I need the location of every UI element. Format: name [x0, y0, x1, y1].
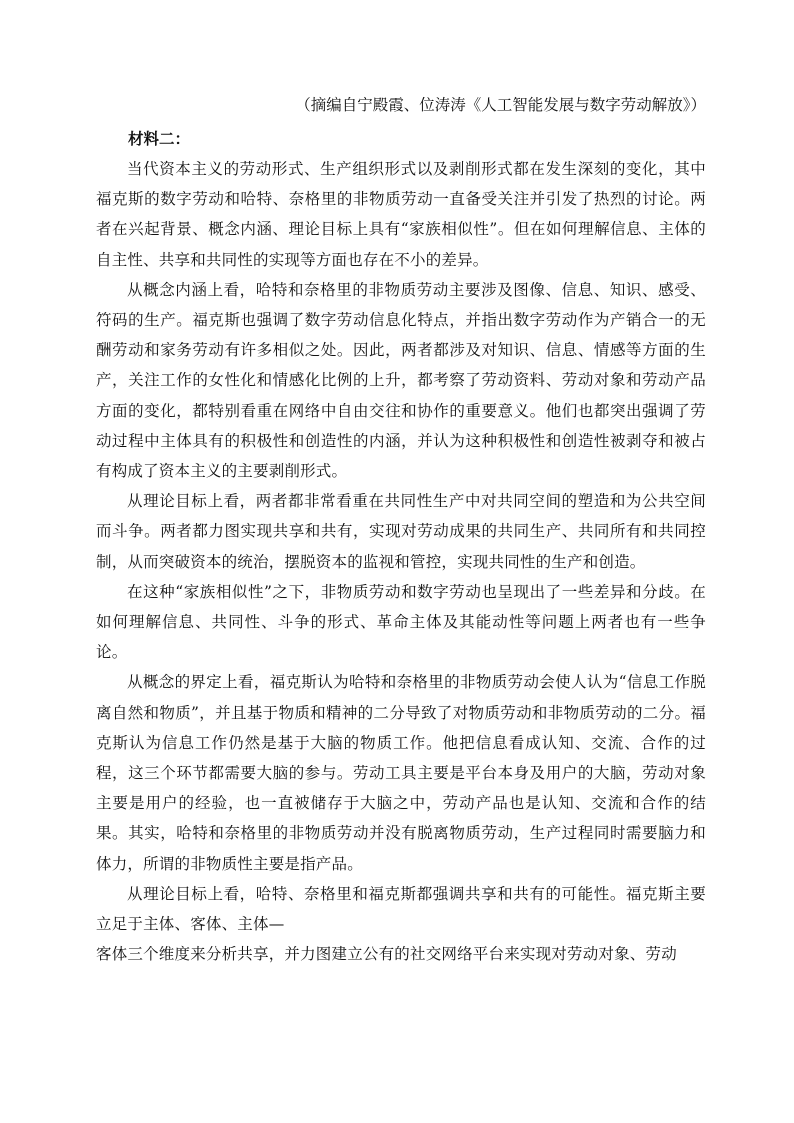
paragraph: 从概念内涵上看，哈特和奈格里的非物质劳动主要涉及图像、信息、知识、感受、符码的生产。福克斯也强调了数字劳动信息化特点，并指出数字劳动作为产销合一的无酬劳动和家务劳动有许多相似之处。因此，两者都涉及对知识、信息、情感等方面的生产，关注工作的女性化和情感化比例的上升，都考察了劳动资料、劳动对象和劳动产品方面的变化，都特别看重在网络中自由交往和协作的重要意义。他们也都突出强调了劳动过程中主体具有的积极性和创造性的内涵，并认为这种积极性和创造性被剥夺和被占有构成了资本主义的主要剥削形式。: [96, 280, 706, 481]
citation: （摘编自宁殿霞、位涛涛《人工智能发展与数字劳动解放》）: [295, 96, 706, 114]
paragraph: 从概念的界定上看，福克斯认为哈特和奈格里的非物质劳动会使人认为“信息工作脱离自然和物质”，并且基于物质和精神的二分导致了对物质劳动和非物质劳动的二分。福克斯认为信息工作仍然是基于大脑的物质工作。他把信息看成认知、交流、合作的过程，这三个环节都需要大脑的参与。劳动工具主要是平台本身及用户的大脑，劳动对象主要是用户的经验，也一直被储存于大脑之中，劳动产品也是认知、交流和合作的结果。其实，哈特和奈格里的非物质劳动并没有脱离物质劳动，生产过程同时需要脑力和体力，所谓的非物质性主要是指产品。: [96, 673, 706, 873]
paragraph: 从理论目标上看，哈特、奈格里和福克斯都强调共享和共有的可能性。福克斯主要立足于主体、客体、主体—: [96, 884, 706, 934]
section-heading: 材料二：: [128, 129, 191, 148]
paragraph: 当代资本主义的劳动形式、生产组织形式以及剥削形式都在发生深刻的变化，其中福克斯的数字劳动和哈特、奈格里的非物质劳动一直备受关注并引发了热烈的讨论。两者在兴起背景、概念内涵、理论目标上具有“家族相似性”。但在如何理解信息、主体的自主性、共享和共同性的实现等方面也存在不小的差异。: [96, 160, 706, 269]
paragraph: 从理论目标上看，两者都非常看重在共同性生产中对共同空间的塑造和为公共空间而斗争。两者都力图实现共享和共有，实现对劳动成果的共同生产、共同所有和共同控制，从而突破资本的统治，摆脱资本的监视和管控，实现共同性的生产和创造。: [96, 492, 706, 571]
paragraph: 在这种“家族相似性”之下，非物质劳动和数字劳动也呈现出了一些差异和分歧。在如何理解信息、共同性、斗争的形式、革命主体及其能动性等问题上两者也有一些争论。: [96, 582, 706, 662]
trailing-line: 客体三个维度来分析共享，并力图建立公有的社交网络平台来实现对劳动对象、劳动: [96, 945, 677, 964]
